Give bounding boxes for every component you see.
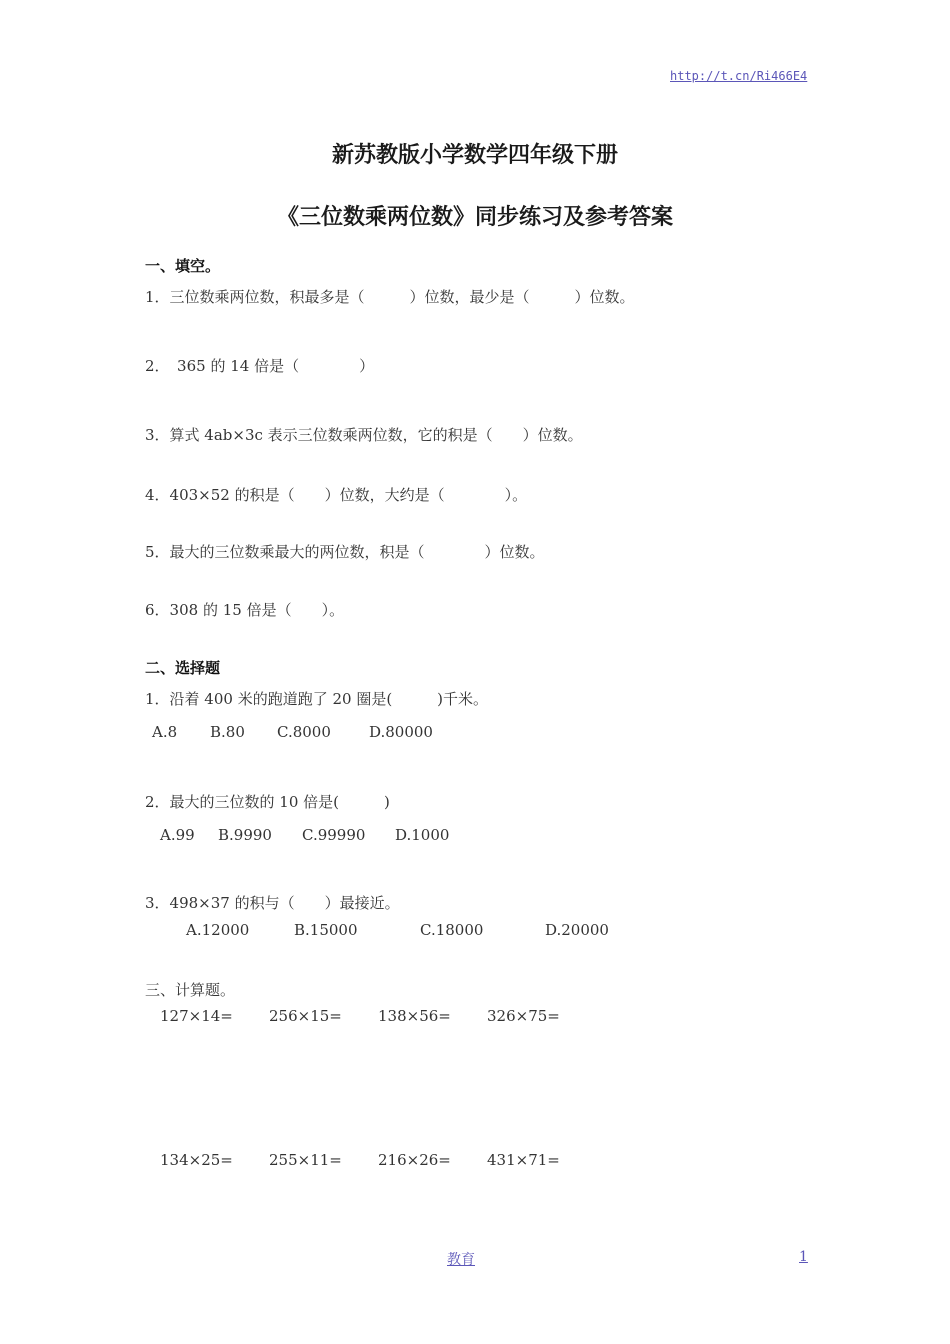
footer-center-link[interactable]: 教育 [447, 1252, 475, 1268]
section-heading-fill-blank: 一、填空。 [145, 257, 221, 275]
choice-1-option-a: A.8 [152, 723, 178, 741]
choice-2-option-d: D.1000 [395, 826, 450, 844]
calc-problem: 431×71= [487, 1151, 560, 1169]
choice-question-3: 3．498×37 的积与（ ）最接近。 [145, 894, 400, 912]
page-number-link[interactable]: 1 [799, 1249, 808, 1265]
calc-problem: 134×25= [160, 1151, 233, 1169]
section-heading-choice: 二、选择题 [145, 659, 221, 677]
choice-3-option-d: D.20000 [545, 921, 609, 939]
choice-2-option-c: C.99990 [302, 826, 366, 844]
fill-question-6: 6．308 的 15 倍是（ ）。 [145, 601, 345, 619]
choice-question-1: 1．沿着 400 米的跑道跑了 20 圈是( )千米。 [145, 690, 489, 708]
choice-2-option-a: A.99 [160, 826, 195, 844]
calc-problem: 127×14= [160, 1007, 233, 1025]
document-subtitle: 《三位数乘两位数》同步练习及参考答案 [276, 204, 673, 230]
section-heading-calculation: 三、计算题。 [145, 981, 236, 999]
choice-1-option-b: B.80 [210, 723, 245, 741]
choice-3-option-b: B.15000 [294, 921, 358, 939]
fill-question-5: 5．最大的三位数乘最大的两位数，积是（ ）位数。 [145, 543, 545, 561]
fill-question-1: 1．三位数乘两位数，积最多是（ ）位数，最少是（ ）位数。 [145, 288, 635, 306]
calc-problem: 138×56= [378, 1007, 451, 1025]
calc-problem: 256×15= [269, 1007, 342, 1025]
choice-2-option-b: B.9990 [218, 826, 272, 844]
choice-1-option-d: D.80000 [369, 723, 433, 741]
calc-problem: 326×75= [487, 1007, 560, 1025]
choice-3-option-c: C.18000 [420, 921, 484, 939]
choice-1-option-c: C.8000 [277, 723, 331, 741]
document-title: 新苏教版小学数学四年级下册 [331, 142, 618, 168]
fill-question-4: 4．403×52 的积是（ ）位数，大约是（ ）。 [145, 486, 528, 504]
fill-question-2: 2． 365 的 14 倍是（ ） [145, 357, 375, 375]
choice-question-2: 2．最大的三位数的 10 倍是( ) [145, 793, 390, 811]
calc-problem: 216×26= [378, 1151, 451, 1169]
calc-problem: 255×11= [269, 1151, 342, 1169]
header-url-link[interactable]: http://t.cn/Ri466E4 [670, 69, 808, 83]
choice-3-option-a: A.12000 [186, 921, 250, 939]
fill-question-3: 3．算式 4ab×3c 表示三位数乘两位数，它的积是（ ）位数。 [145, 426, 583, 444]
